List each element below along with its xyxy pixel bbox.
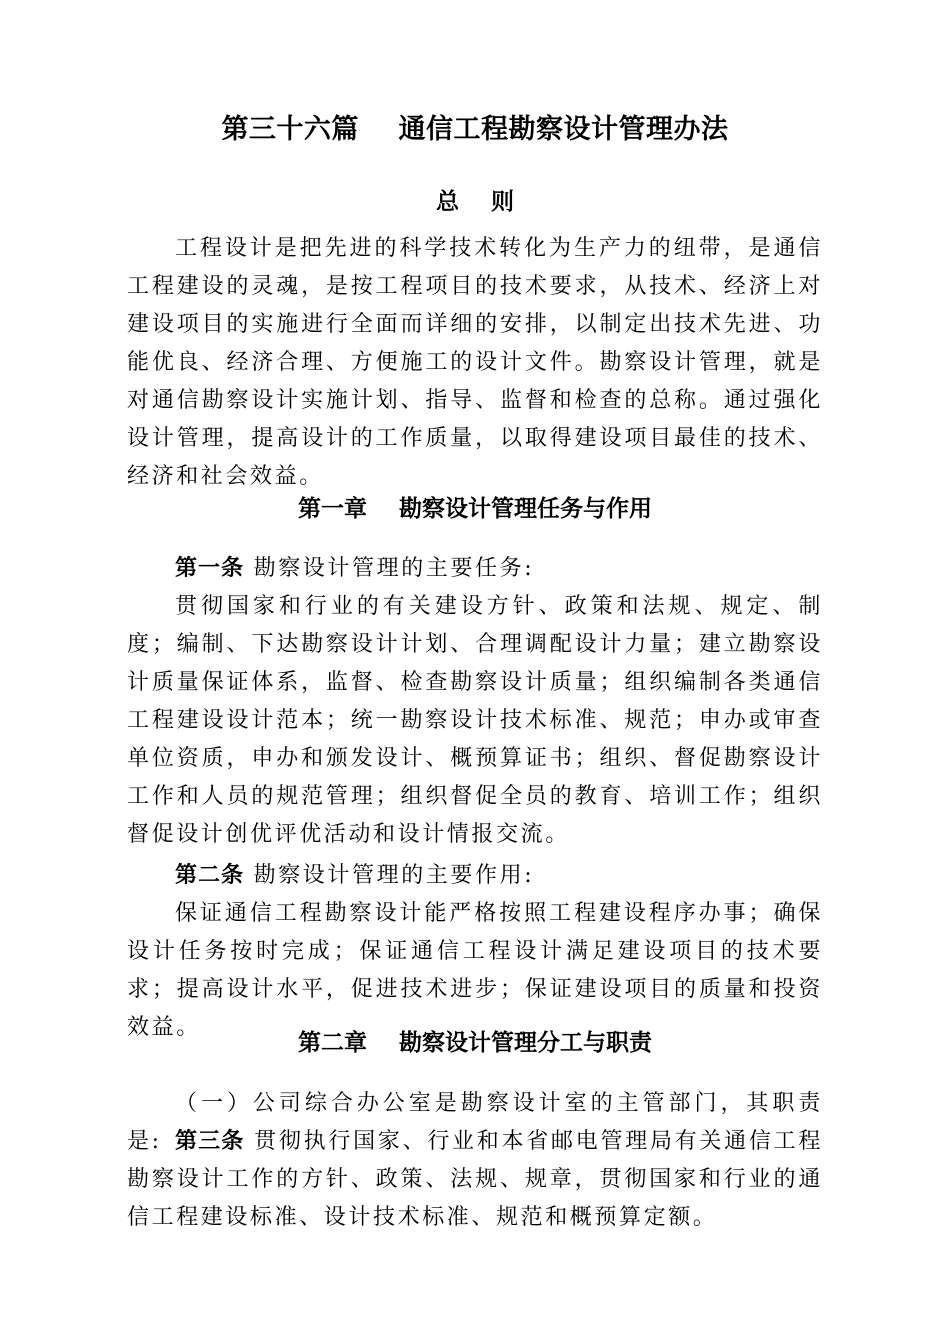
article-1-body: 贯彻国家和行业的有关建设方针、政策和法规、规定、制度；编制、下达勘察设计计划、合理调配设计力量；建立勘察设计质量保证体系，监督、检查勘察设计质量；组织编制各类通信工程建设设计范本；统一勘察设计技术标准、规范；申办或审查单位资质，申办和颁发设计、概预算证书；组织、督促勘察设计工作和人员的规范管理；组织督促全员的教育、培训工作；组织督促设计创优评优活动和设计情报交流。 — [127, 594, 823, 847]
article-3-number: 第三条 — [175, 1129, 245, 1154]
article-2-lead — [127, 857, 823, 895]
article-1-number: 第一条 — [175, 556, 245, 581]
article-2-body: 保证通信工程勘察设计能严格按照工程建设程序办事；确保设计任务按时完成；保证通信工程设计满足建设项目的技术要求；提高设计水平，促进技术进步；保证建设项目的质量和投资效益。 — [127, 901, 823, 1040]
article-1-lead — [127, 550, 823, 588]
article-3-body — [127, 1123, 823, 1237]
article-2-lead-text: 勘察设计管理的主要作用: — [253, 863, 535, 888]
document-title: 第三十六篇 通信工程勘察设计管理办法 — [221, 114, 729, 145]
chapter-2-heading: 第二章 勘察设计管理分工与职责 — [297, 1030, 653, 1056]
article-1-lead-text: 勘察设计管理的主要任务: — [253, 556, 535, 581]
general-paragraph: 工程设计是把先进的科学技术转化为生产力的纽带，是通信工程建设的灵魂，是按工程项目的技术要求，从技术、经济上对建设项目的实施进行全面而详细的安排，以制定出技术先进、功能优良、经济合理、方便施工的设计文件。勘察设计管理，就是对通信勘察设计实施计划、指导、监督和检查的总称。通过强化设计管理，提高设计的工作质量，以取得建设项目最佳的技术、经济和社会效益。 — [127, 236, 823, 489]
chapter-1-heading: 第一章 勘察设计管理任务与作用 — [297, 496, 653, 522]
article-3-text: 贯彻执行国家、行业和本省邮电管理局有关通信工程勘察设计工作的方针、政策、法规、规章，贯彻国家和行业的通信工程建设标准、设计技术标准、规范和概预算定额。 — [127, 1129, 823, 1230]
general-heading: 总 则 — [435, 189, 515, 215]
article-2-number: 第二条 — [175, 863, 245, 888]
chapter-2-subsection-1: （一）公司综合办公室是勘察设计室的主管部门，其职责是: — [127, 1091, 823, 1154]
